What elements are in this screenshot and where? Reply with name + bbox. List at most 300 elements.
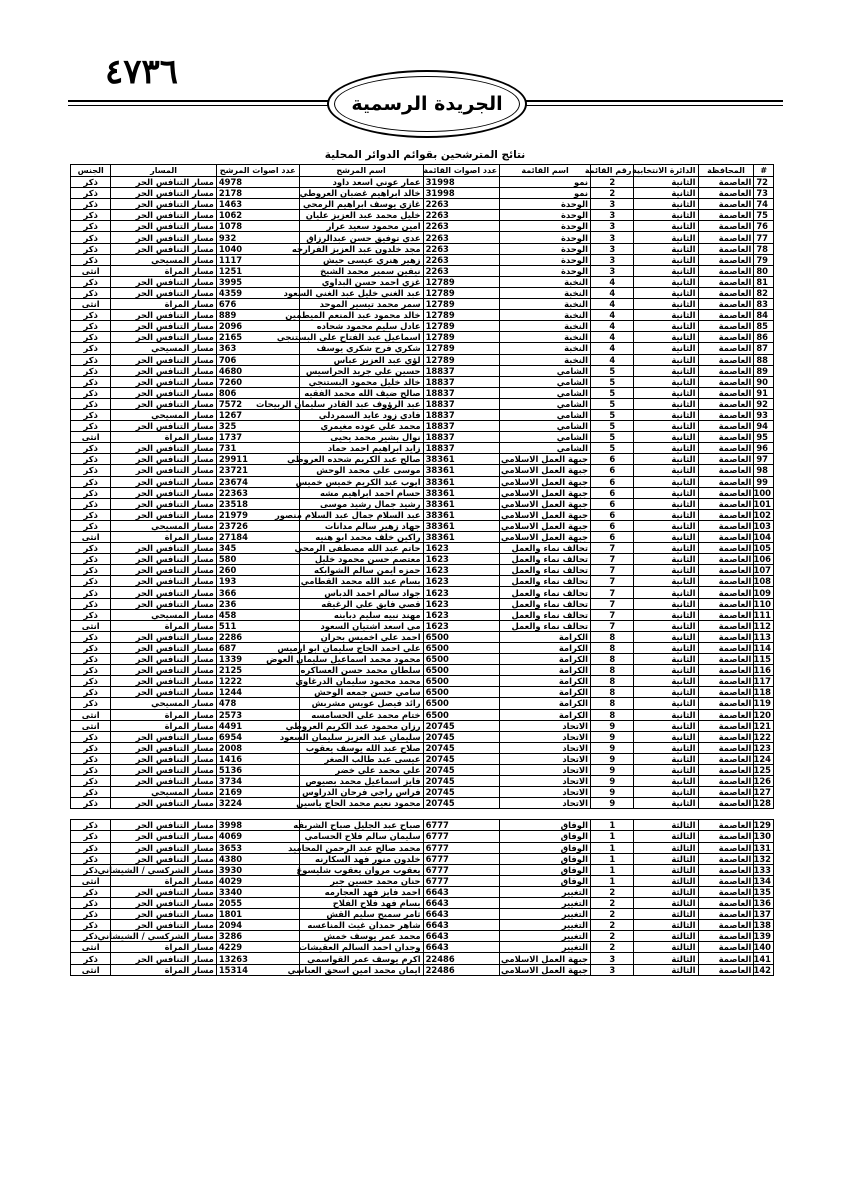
list-number-cell: 7 [591,554,634,565]
section-gap [71,809,774,820]
list-number-cell: 8 [591,709,634,720]
row-number: 116 [754,665,774,676]
candidate-votes-cell: 23518 [216,498,299,509]
gender-cell: ذكر [71,276,111,287]
candidate-votes-cell: 236 [216,598,299,609]
row-number: 73 [754,188,774,199]
candidate-votes-cell: 3930 [216,864,299,875]
gender-cell: ذكر [71,221,111,232]
track-cell: مسار الشركسي / الشيشاني [111,864,216,875]
governorate-cell: العاصمة [698,609,754,620]
table-row [71,665,774,676]
list-number-cell: 5 [591,409,634,420]
list-name-cell: تحالف نماء والعمل [500,620,591,631]
row-number: 98 [754,465,774,476]
district-cell: الثالثة [634,964,698,975]
table-row [71,365,774,376]
list-votes-cell: 2263 [423,221,500,232]
list-votes-cell: 1623 [423,609,500,620]
list-name-cell: النخبة [500,354,591,365]
list-number-cell: 5 [591,376,634,387]
list-number-cell: 8 [591,642,634,653]
list-votes-cell: 6777 [423,831,500,842]
candidate-name-cell: معتصم حسن محمود خليل [299,554,423,565]
candidate-name-cell: جهاد زهير سالم مدانات [299,520,423,531]
district-cell: الثانية [634,642,698,653]
district-cell: الثانية [634,210,698,221]
table-row [71,188,774,199]
list-number-cell: 2 [591,942,634,953]
district-cell: الثالثة [634,875,698,886]
candidate-name-cell: حسين علي جريد الحراسيس [299,365,423,376]
candidate-name-cell: مهند نبيه سليم دبابنه [299,609,423,620]
table-row [71,609,774,620]
district-cell: الثانية [634,454,698,465]
list-votes-cell: 38361 [423,520,500,531]
list-votes-cell: 6643 [423,942,500,953]
list-votes-cell: 2263 [423,210,500,221]
list-number-cell: 4 [591,299,634,310]
candidate-name-cell: بسام فهد فلاح الفلاح [299,898,423,909]
list-number-cell: 6 [591,532,634,543]
district-cell: الثانية [634,398,698,409]
candidate-name-cell: علي احمد الحاج سليمان ابو ارميس [299,642,423,653]
row-number: 129 [754,820,774,831]
table-row [71,787,774,798]
list-number-cell: 8 [591,687,634,698]
candidate-name-cell: خليل محمد عبد العزيز عليان [299,210,423,221]
gender-cell: ذكر [71,853,111,864]
candidate-votes-cell: 1737 [216,432,299,443]
table-row [71,764,774,775]
row-number: 142 [754,964,774,975]
list-number-cell: 8 [591,676,634,687]
district-cell: الثانية [634,354,698,365]
list-number-cell: 4 [591,332,634,343]
list-votes-cell: 6500 [423,665,500,676]
list-votes-cell: 1623 [423,565,500,576]
list-number-cell: 3 [591,964,634,975]
candidate-votes-cell: 2169 [216,787,299,798]
gender-cell: ذكر [71,443,111,454]
list-name-cell: الوفاق [500,864,591,875]
list-name-cell: الوحدة [500,210,591,221]
list-votes-cell: 6777 [423,820,500,831]
row-number: 128 [754,798,774,809]
governorate-cell: العاصمة [698,798,754,809]
list-number-cell: 1 [591,864,634,875]
list-name-cell: الوحدة [500,221,591,232]
list-votes-cell: 2263 [423,232,500,243]
district-cell: الثالثة [634,864,698,875]
row-number: 110 [754,598,774,609]
list-number-cell: 9 [591,720,634,731]
row-number: 125 [754,764,774,775]
candidate-votes-cell: 4029 [216,875,299,886]
candidate-votes-cell: 4069 [216,831,299,842]
table-row [71,598,774,609]
list-votes-cell: 12789 [423,343,500,354]
candidate-name-cell: زايد ابراهيم احمد حماد [299,443,423,454]
candidate-votes-cell: 5136 [216,764,299,775]
candidate-votes-cell: 4491 [216,720,299,731]
list-number-cell: 6 [591,509,634,520]
list-name-cell: الكرامة [500,698,591,709]
governorate-cell: العاصمة [698,787,754,798]
gender-cell: ذكر [71,287,111,298]
candidate-name-cell: غزي احمد حسن البداوي [299,276,423,287]
table-row [71,199,774,210]
table-row [71,443,774,454]
list-votes-cell: 18837 [423,421,500,432]
row-number: 123 [754,742,774,753]
track-cell: مسار التنافس الحر [111,232,216,243]
table-row [71,631,774,642]
row-number: 93 [754,409,774,420]
governorate-cell: العاصمة [698,554,754,565]
governorate-cell: العاصمة [698,321,754,332]
candidate-name-cell: رزان محمود عبد الكريم العروطي [299,720,423,731]
candidate-votes-cell: 325 [216,421,299,432]
list-number-cell: 9 [591,764,634,775]
row-number: 126 [754,776,774,787]
district-cell: الثانية [634,665,698,676]
list-number-cell: 5 [591,365,634,376]
list-name-cell: الشامي [500,365,591,376]
list-votes-cell: 20745 [423,787,500,798]
district-cell: الثانية [634,698,698,709]
list-number-cell: 3 [591,221,634,232]
table-row [71,842,774,853]
list-number-cell: 3 [591,199,634,210]
list-name-cell: جبهة العمل الاسلامي [500,454,591,465]
governorate-cell: العاصمة [698,631,754,642]
candidate-name-cell: حنان محمد حسين جبر [299,875,423,886]
district-cell: الثانية [634,310,698,321]
candidate-votes-cell: 22363 [216,487,299,498]
candidate-votes-cell: 2286 [216,631,299,642]
track-cell: مسار التنافس الحر [111,454,216,465]
list-votes-cell: 1623 [423,554,500,565]
governorate-cell: العاصمة [698,942,754,953]
list-name-cell: الشامي [500,432,591,443]
gender-cell: ذكر [71,554,111,565]
gender-cell: انثى [71,299,111,310]
table-gap [71,809,774,820]
track-cell: مسار التنافس الحر [111,764,216,775]
candidate-name-cell: عادل سليم محمود شحاده [299,321,423,332]
gender-cell: ذكر [71,731,111,742]
governorate-cell: العاصمة [698,188,754,199]
row-number: 86 [754,332,774,343]
header-list-no: رقم القائمة [591,165,634,177]
table-row [71,398,774,409]
table-row [71,931,774,942]
candidate-votes-cell: 7572 [216,398,299,409]
candidate-name-cell: قصي فايق علي الرغيقه [299,598,423,609]
list-votes-cell: 18837 [423,365,500,376]
candidate-name-cell: اسماعيل عبد الفتاح علي البستنجي [299,332,423,343]
list-name-cell: التغيير [500,920,591,931]
table-row [71,332,774,343]
candidate-votes-cell: 7260 [216,376,299,387]
list-number-cell: 9 [591,731,634,742]
table-row [71,898,774,909]
governorate-cell: العاصمة [698,842,754,853]
candidate-votes-cell: 3224 [216,798,299,809]
list-number-cell: 8 [591,665,634,676]
table-row [71,720,774,731]
table-row [71,376,774,387]
results-table [70,164,774,976]
list-number-cell: 8 [591,654,634,665]
governorate-cell: العاصمة [698,476,754,487]
district-cell: الثانية [634,620,698,631]
candidate-name-cell: راكين خلف محمد ابو هنيه [299,532,423,543]
list-votes-cell: 2263 [423,254,500,265]
list-votes-cell: 12789 [423,321,500,332]
list-number-cell: 6 [591,498,634,509]
district-cell: الثانية [634,343,698,354]
governorate-cell: العاصمة [698,221,754,232]
governorate-cell: العاصمة [698,520,754,531]
district-cell: الثانية [634,387,698,398]
list-number-cell: 3 [591,953,634,964]
governorate-cell: العاصمة [698,720,754,731]
governorate-cell: العاصمة [698,454,754,465]
candidate-name-cell: اكرم يوسف عمر القواسمي [299,953,423,964]
row-number: 109 [754,587,774,598]
list-name-cell: الوحدة [500,265,591,276]
track-cell: مسار التنافس الحر [111,321,216,332]
list-number-cell: 4 [591,310,634,321]
candidate-votes-cell: 2008 [216,742,299,753]
track-cell: مسار المسيحي [111,254,216,265]
gender-cell: انثى [71,720,111,731]
row-number: 112 [754,620,774,631]
table-row [71,498,774,509]
governorate-cell: العاصمة [698,909,754,920]
list-votes-cell: 6500 [423,687,500,698]
track-cell: مسار التنافس الحر [111,509,216,520]
table-row [71,942,774,953]
row-number: 101 [754,498,774,509]
gender-cell: ذكر [71,953,111,964]
list-name-cell: الوفاق [500,820,591,831]
candidate-name-cell: لؤي عبد العزيز عباس [299,354,423,365]
list-votes-cell: 18837 [423,376,500,387]
table-row [71,776,774,787]
gender-cell: ذكر [71,598,111,609]
gender-cell: انثى [71,265,111,276]
candidate-name-cell: صالح عبد الكريم شحده العروطي [299,454,423,465]
list-number-cell: 6 [591,476,634,487]
list-number-cell: 2 [591,909,634,920]
gender-cell: ذكر [71,487,111,498]
list-name-cell: تحالف نماء والعمل [500,576,591,587]
district-cell: الثانية [634,421,698,432]
table-title: نتائج المترشحين بقوائم الدوائر المحلية [324,149,526,161]
candidate-votes-cell: 193 [216,576,299,587]
governorate-cell: العاصمة [698,598,754,609]
list-votes-cell: 6500 [423,709,500,720]
list-name-cell: الاتحاد [500,776,591,787]
list-name-cell: الشامي [500,421,591,432]
gender-cell: ذكر [71,787,111,798]
gender-cell: ذكر [71,520,111,531]
governorate-cell: العاصمة [698,698,754,709]
gender-cell: انثى [71,432,111,443]
district-cell: الثالثة [634,898,698,909]
list-number-cell: 9 [591,798,634,809]
candidate-name-cell: جواد سالم احمد الدباس [299,587,423,598]
list-number-cell: 7 [591,620,634,631]
list-votes-cell: 20745 [423,764,500,775]
candidate-votes-cell: 366 [216,587,299,598]
list-votes-cell: 6500 [423,642,500,653]
list-number-cell: 6 [591,465,634,476]
list-votes-cell: 6643 [423,898,500,909]
header-candidate: اسم المرشح [299,165,423,177]
list-number-cell: 4 [591,343,634,354]
list-name-cell: تحالف نماء والعمل [500,587,591,598]
row-number: 100 [754,487,774,498]
district-cell: الثانية [634,254,698,265]
track-cell: مسار المراة [111,720,216,731]
district-cell: الثانية [634,532,698,543]
gender-cell: ذكر [71,376,111,387]
candidate-name-cell: علي محمد علي خضر [299,764,423,775]
row-number: 108 [754,576,774,587]
governorate-cell: العاصمة [698,642,754,653]
gender-cell: ذكر [71,409,111,420]
table-row [71,820,774,831]
track-cell: مسار المراة [111,709,216,720]
row-number: 121 [754,720,774,731]
row-number: 133 [754,864,774,875]
gender-cell: ذكر [71,454,111,465]
governorate-cell: العاصمة [698,387,754,398]
candidate-votes-cell: 3340 [216,886,299,897]
table-row [71,343,774,354]
governorate-cell: العاصمة [698,498,754,509]
list-votes-cell: 6500 [423,631,500,642]
row-number: 72 [754,177,774,188]
candidate-name-cell: خلدون منور فهد السكارنه [299,853,423,864]
list-name-cell: النخبة [500,310,591,321]
row-number: 84 [754,310,774,321]
district-cell: الثانية [634,798,698,809]
track-cell: مسار التنافس الحر [111,598,216,609]
candidate-name-cell: مي اسعد اشتيان السعود [299,620,423,631]
table-row [71,177,774,188]
candidate-name-cell: خالد خليل محمود البستنجي [299,376,423,387]
row-number: 111 [754,609,774,620]
list-votes-cell: 6777 [423,864,500,875]
district-cell: الثانية [634,731,698,742]
table-row [71,709,774,720]
list-number-cell: 4 [591,276,634,287]
list-name-cell: الاتحاد [500,720,591,731]
district-cell: الثانية [634,321,698,332]
gender-cell: ذكر [71,365,111,376]
row-number: 132 [754,853,774,864]
candidate-votes-cell: 458 [216,609,299,620]
track-cell: مسار التنافس الحر [111,831,216,842]
row-number: 85 [754,321,774,332]
candidate-name-cell: محمود محمد اسماعيل سليمان العوض [299,654,423,665]
row-number: 90 [754,376,774,387]
district-cell: الثانية [634,543,698,554]
header-no: # [754,165,774,177]
candidate-name-cell: خالد محمود عبد المنعم الميطمين [299,310,423,321]
governorate-cell: العاصمة [698,676,754,687]
track-cell: مسار المراة [111,620,216,631]
candidate-name-cell: محمد صالح عبد الرحمن المحاميد [299,842,423,853]
list-name-cell: جبهة العمل الاسلامي [500,487,591,498]
candidate-name-cell: مجد خلدون عبد العزيز الفرارجه [299,243,423,254]
candidate-votes-cell: 1222 [216,676,299,687]
candidate-votes-cell: 2096 [216,321,299,332]
candidate-votes-cell: 2055 [216,898,299,909]
masthead-title: الجريدة الرسمية [334,76,520,132]
gender-cell: انثى [71,532,111,543]
track-cell: مسار المسيحي [111,409,216,420]
list-number-cell: 1 [591,842,634,853]
gender-cell: ذكر [71,177,111,188]
row-number: 83 [754,299,774,310]
governorate-cell: العاصمة [698,831,754,842]
list-votes-cell: 38361 [423,465,500,476]
district-cell: الثانية [634,787,698,798]
list-votes-cell: 18837 [423,387,500,398]
district-cell: الثانية [634,720,698,731]
header-candidate-votes: عدد اصوات المرشح [216,165,299,177]
governorate-cell: العاصمة [698,210,754,221]
governorate-cell: العاصمة [698,587,754,598]
list-votes-cell: 1623 [423,576,500,587]
list-number-cell: 8 [591,631,634,642]
table-row [71,310,774,321]
list-number-cell: 4 [591,321,634,332]
track-cell: مسار التنافس الحر [111,498,216,509]
candidate-name-cell: بسام عبد الله محمد القطامي [299,576,423,587]
table-row [71,476,774,487]
gender-cell: انثى [71,620,111,631]
list-number-cell: 4 [591,287,634,298]
track-cell: مسار المسيحي [111,343,216,354]
list-votes-cell: 20745 [423,731,500,742]
candidate-votes-cell: 4978 [216,177,299,188]
list-number-cell: 3 [591,210,634,221]
governorate-cell: العاصمة [698,620,754,631]
list-number-cell: 9 [591,742,634,753]
table-row [71,265,774,276]
header-district: الدائرة الانتخابية [634,165,698,177]
track-cell: مسار التنافس الحر [111,654,216,665]
gender-cell: ذكر [71,498,111,509]
gender-cell: انثى [71,964,111,975]
candidate-votes-cell: 1416 [216,753,299,764]
list-number-cell: 5 [591,432,634,443]
candidate-votes-cell: 260 [216,565,299,576]
governorate-cell: العاصمة [698,421,754,432]
district-cell: الثالثة [634,942,698,953]
row-number: 120 [754,709,774,720]
list-votes-cell: 31998 [423,177,500,188]
table-row [71,243,774,254]
track-cell: مسار التنافس الحر [111,631,216,642]
